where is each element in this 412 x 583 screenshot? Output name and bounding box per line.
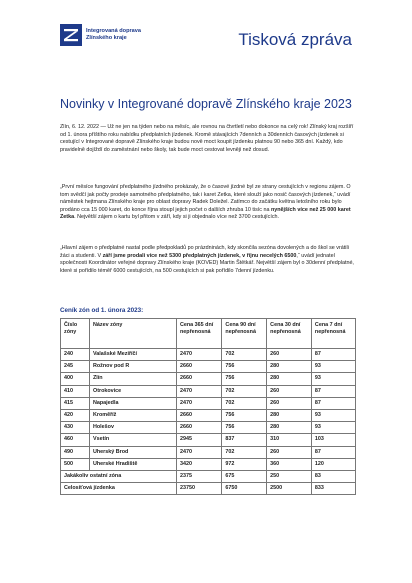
- cell-price-30: 260: [267, 385, 312, 397]
- cell-price-90: 756: [222, 409, 267, 421]
- cell-price-365: 2470: [177, 349, 222, 361]
- table-row: [61, 385, 356, 397]
- cell-price-90: 756: [222, 373, 267, 385]
- document-type-label: Tisková zpráva: [238, 30, 352, 49]
- cell-price-30: 280: [267, 361, 312, 373]
- cell-price-365: 23750: [177, 483, 222, 495]
- cell-price-90: 702: [222, 397, 267, 409]
- cell-price-90: 6750: [222, 483, 267, 495]
- cell-zone-number: 430: [61, 422, 90, 434]
- cell-zone-number: 245: [61, 361, 90, 373]
- cell-zone-name: Kroměříž: [90, 409, 177, 421]
- cell-price-90: 675: [222, 470, 267, 482]
- cell-zone-number: 400: [61, 373, 90, 385]
- cell-price-30: 280: [267, 409, 312, 421]
- table-row: [61, 361, 356, 373]
- cell-price-30: 280: [267, 373, 312, 385]
- cell-price-365: 2660: [177, 361, 222, 373]
- table-row-summary: [61, 483, 356, 495]
- cell-price-365: 2945: [177, 434, 222, 446]
- cell-zone-name: Holešov: [90, 422, 177, 434]
- cell-price-7: 103: [311, 434, 355, 446]
- cell-price-7: 87: [311, 446, 355, 458]
- cell-price-365: 2660: [177, 409, 222, 421]
- table-row: [61, 422, 356, 434]
- cell-price-7: 120: [311, 458, 355, 470]
- header-price-30: Cena 30 dní nepřenosná: [267, 319, 312, 349]
- cell-price-90: 702: [222, 385, 267, 397]
- cell-price-30: 260: [267, 397, 312, 409]
- table-row: [61, 446, 356, 458]
- header-price-365: Cena 365 dní nepřenosná: [177, 319, 222, 349]
- logo-line-1: Integrovaná doprava: [86, 28, 142, 34]
- cell-zone-number: 490: [61, 446, 90, 458]
- header-zone-number: Číslo zóny: [61, 319, 90, 349]
- logo-text: [86, 28, 141, 42]
- cell-zone-name: Otrokovice: [90, 385, 177, 397]
- cell-zone-name: Jakákoliv ostatní zóna: [61, 470, 177, 482]
- cell-price-30: 260: [267, 446, 312, 458]
- paragraph-2-bold: nynějších více než 25 000 karet Zetka: [60, 206, 351, 221]
- paragraph-3-part-a: „Hlavní zájem o předplatné nastal podle předpokladů po prázdninách, kdy skončila sezóna dovolených a do škol se vrátili žáci a studenti. V: [60, 245, 349, 259]
- cell-zone-number: 460: [61, 434, 90, 446]
- cell-price-365: 2660: [177, 422, 222, 434]
- cell-zone-number: 410: [61, 385, 90, 397]
- paragraph-2-part-a: „První měsíce fungování předplatného jízdného prokázaly, že o časové jízdné byl ze strany cestujících v regionu zájem. O tom svědčí jak počty prodeje samotného předplatného, tak i karet Zetka, které slouží jako nosič časových jízdenek,“ uvádí náměstek hejtmana Zlínského kraje pro oblast dopravy Radek Doležel. Zatímco do začátku května letošního roku bylo prodáno cca 15 000 karet, do konce října stoupl jejich počet o dalších zhruba 10 tisíc na: [60, 184, 351, 213]
- cell-price-365: 2470: [177, 385, 222, 397]
- cell-price-7: 93: [311, 373, 355, 385]
- paragraph-3: [60, 245, 356, 275]
- cell-price-7: 93: [311, 409, 355, 421]
- cell-price-90: 837: [222, 434, 267, 446]
- cell-price-7: 83: [311, 470, 355, 482]
- cell-zone-number: 500: [61, 458, 90, 470]
- cell-zone-number: 415: [61, 397, 90, 409]
- cell-zone-name: Uherské Hradiště: [90, 458, 177, 470]
- cell-zone-name: Valašské Meziříčí: [90, 349, 177, 361]
- article-title: Novinky v Integrované dopravě Zlínského kraje 2023: [60, 97, 352, 111]
- header-zone-name: Název zóny: [90, 319, 177, 349]
- table-row: [61, 458, 356, 470]
- paragraph-3-part-c: ,“ uvádí jednatel společnosti Koordinátor veřejné dopravy Zlínského kraje (KOVED) Martin Štětkář. Největší zájem byl o 30denní předplatné, které si pořídilo téměř 6000 cestujících, na 500 cestujících si pak pořídilo 7denní jízdenku.: [60, 252, 354, 274]
- header-price-90: Cena 90 dní nepřenosná: [222, 319, 267, 349]
- table-row: [61, 349, 356, 361]
- idzk-logo: [60, 24, 141, 46]
- cell-zone-name: Uherský Brod: [90, 446, 177, 458]
- paragraph-2: [60, 184, 356, 222]
- zone-price-table: [60, 318, 356, 495]
- cell-price-365: 2375: [177, 470, 222, 482]
- cell-price-30: 250: [267, 470, 312, 482]
- cell-zone-name: Napajedla: [90, 397, 177, 409]
- table-row: [61, 373, 356, 385]
- paragraph-3-bold: září jsme prodali více než 5300 předplatných jízdenek, v říjnu necelých 6500: [102, 252, 297, 259]
- cell-price-90: 702: [222, 349, 267, 361]
- table-row: [61, 434, 356, 446]
- cell-price-365: 2470: [177, 397, 222, 409]
- cell-price-7: 87: [311, 385, 355, 397]
- cell-zone-name: Rožnov pod R: [90, 361, 177, 373]
- logo-line-2: Zlínského kraje: [86, 35, 127, 41]
- cell-price-7: 87: [311, 349, 355, 361]
- cell-price-30: 260: [267, 349, 312, 361]
- table-body: [61, 349, 356, 495]
- cell-price-365: 2660: [177, 373, 222, 385]
- cell-zone-name: Celosíťová jízdenka: [61, 483, 177, 495]
- cell-zone-name: Vsetín: [90, 434, 177, 446]
- price-list-title: Ceník zón od 1. února 2023:: [60, 307, 144, 314]
- cell-price-7: 833: [311, 483, 355, 495]
- cell-price-30: 2500: [267, 483, 312, 495]
- cell-price-90: 756: [222, 422, 267, 434]
- cell-zone-number: 240: [61, 349, 90, 361]
- cell-price-7: 87: [311, 397, 355, 409]
- cell-price-365: 3420: [177, 458, 222, 470]
- cell-zone-name: Zlín: [90, 373, 177, 385]
- table-row-summary: [61, 470, 356, 482]
- header-price-7: Cena 7 dní nepřenosná: [311, 319, 355, 349]
- paragraph-2-part-c: . Největší zájem o kartu byl přitom v září, kdy si ji objednalo více než 3700 cestujících.: [74, 214, 280, 221]
- cell-price-90: 702: [222, 446, 267, 458]
- cell-price-30: 280: [267, 422, 312, 434]
- cell-price-90: 972: [222, 458, 267, 470]
- paragraph-1: Zlín, 6. 12. 2022 — Už ne jen na týden nebo na měsíc, ale rovnou na čtvrtletí nebo dokonce na celý rok! Zlínský kraj rozšíří od 1. února příštího roku nabídku předplatních jízdenek. Kromě stávajících 7denních a 30denních časových jízdenek si cestující v Integrované dopravě Zlínského kraje budou nově moct koupit jízdenku platnou 90 nebo 365 dní. Každý, kdo pravidelně dojíždí do zaměstnání nebo školy, tak bude moct cestovat levněji než dosud.: [60, 124, 354, 153]
- table-row: [61, 409, 356, 421]
- cell-price-90: 756: [222, 361, 267, 373]
- table-row: [61, 397, 356, 409]
- cell-zone-number: 420: [61, 409, 90, 421]
- cell-price-7: 93: [311, 361, 355, 373]
- table-header-row: [61, 319, 356, 349]
- idzk-logo-icon: [60, 24, 82, 46]
- cell-price-30: 360: [267, 458, 312, 470]
- cell-price-365: 2470: [177, 446, 222, 458]
- cell-price-7: 93: [311, 422, 355, 434]
- cell-price-30: 310: [267, 434, 312, 446]
